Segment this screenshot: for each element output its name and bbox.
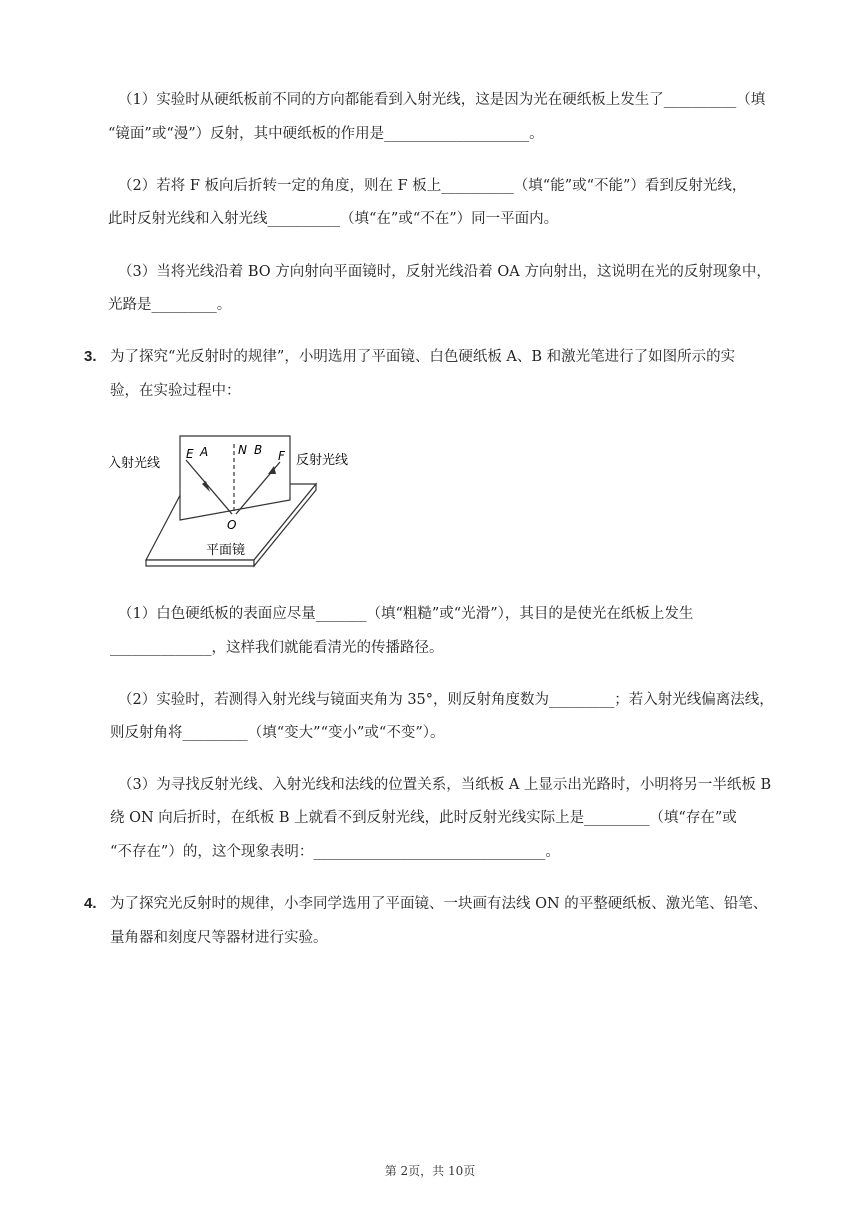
mirror-front-edge [146,560,254,566]
q3-stem-line1: 为了探究“光反射时的规律”，小明选用了平面镜、白色硬纸板 A、B 和激光笔进行了如图所示的实 [110,349,736,365]
q3-sub3-line1: （3）为寻找反射光线、入射光线和法线的位置关系，当纸板 A 上显示出光路时，小明将另一半纸板 B [118,777,772,793]
label-a: A [200,445,209,459]
question-3-number: 3. [84,348,97,365]
q2-sub3-line1: （3）当将光线沿着 BO 方向射向平面镜时，反射光线沿着 OA 方向射出，这说明在光的反射现象中， [118,264,771,280]
reflection-experiment-figure [108,430,368,570]
page-footer: 第 2页，共 10页 [384,1164,476,1178]
q2-sub3-line2: 光路是_________。 [108,297,232,313]
q3-sub1-line2: ______________，这样我们就能看清光的传播路径。 [110,640,444,656]
question-4-number: 4. [84,895,97,912]
q3-sub1-line1: （1）白色硬纸板的表面应尽量_______（填“粗糙”或“光滑”），其目的是使光在纸板上发生 [118,606,694,622]
label-o: O [227,518,237,532]
q4-stem-line1: 为了探究光反射时的规律，小李同学选用了平面镜、一块画有法线 ON 的平整硬纸板、激光笔、铅笔、 [110,896,768,912]
label-b: B [254,443,263,457]
label-e: E [186,447,194,461]
q2-sub1-line1: （1）实验时从硬纸板前不同的方向都能看到入射光线，这是因为光在硬纸板上发生了__________（填 [118,92,766,108]
label-incident-ray: 入射光线 [108,456,161,471]
q3-stem-line2: 验，在实验过程中： [110,383,241,399]
label-f: F [278,449,285,463]
q3-sub2-line1: （2）实验时，若测得入射光线与镜面夹角为 35°，则反射角度数为_________；若入射光线偏离法线， [118,692,774,708]
q2-sub2-line2: 此时反射光线和入射光线__________（填“在”或“不在”）同一平面内。 [108,211,559,227]
q2-sub1-line2: “镜面”或“漫”）反射，其中硬纸板的作用是____________________。 [108,126,544,142]
label-n: N [238,443,247,457]
q4-stem-line2: 量角器和刻度尺等器材进行实验。 [110,930,328,946]
q2-sub2-line1: （2）若将 F 板向后折转一定的角度，则在 F 板上__________（填“能”或“不能”）看到反射光线， [118,178,747,194]
label-reflected-ray: 反射光线 [296,453,349,468]
q3-sub2-line2: 则反射角将_________（填“变大”“变小”或“不变”）。 [110,725,445,741]
q3-sub3-line3: “不存在”）的，这个现象表明：________________________________。 [110,844,560,860]
q3-sub3-line2: 绕 ON 向后折时，在纸板 B 上就看不到反射光线，此时反射光线实际上是_________（填“存在”或 [110,810,737,826]
label-mirror: 平面镜 [206,543,246,558]
